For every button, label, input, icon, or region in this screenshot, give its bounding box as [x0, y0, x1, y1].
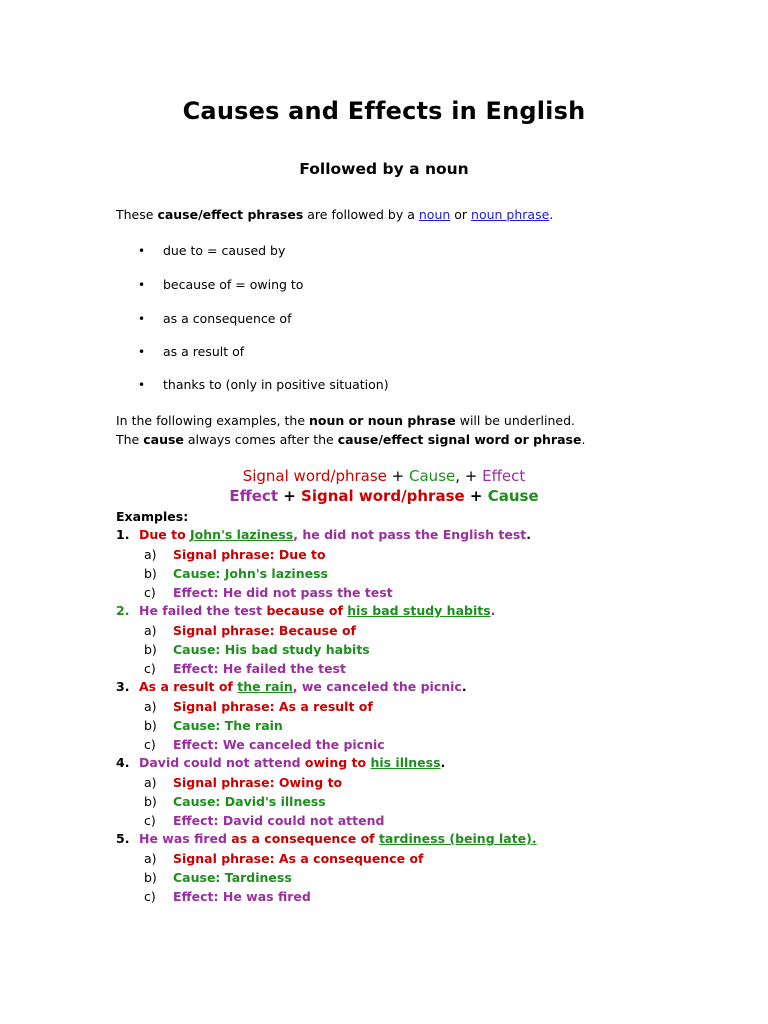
page-title: Causes and Effects in English	[182, 97, 586, 125]
intro-text: These	[116, 207, 158, 222]
note-text: In the following examples, the	[116, 413, 309, 428]
example-punctuation: .	[526, 527, 531, 542]
intro-text: or	[450, 207, 472, 222]
example-detail	[144, 659, 346, 678]
detail-cause: Cause: The rain	[173, 718, 283, 733]
formula-effect-first	[0, 487, 768, 505]
list-item: due to = caused by	[163, 243, 286, 258]
example-detail	[144, 811, 384, 830]
detail-letter: c)	[144, 889, 156, 904]
example-sentence	[116, 677, 467, 696]
detail-letter: c)	[144, 661, 156, 676]
detail-effect: Effect: He failed the test	[173, 661, 346, 676]
example-detail	[144, 792, 326, 811]
example-cause: John's laziness	[190, 527, 294, 542]
note-bold-term: noun or noun phrase	[309, 413, 456, 428]
detail-letter: b)	[144, 870, 157, 885]
bullet-dot: •	[138, 345, 146, 359]
bullet-dot: •	[138, 278, 146, 292]
detail-letter: a)	[144, 851, 157, 866]
section-subtitle: Followed by a noun	[299, 160, 469, 178]
example-detail	[144, 735, 385, 754]
bullet-dot: •	[138, 244, 146, 258]
example-punctuation: .	[440, 755, 446, 770]
examples-heading: Examples:	[116, 509, 189, 524]
example-signal: as a consequence of	[231, 831, 379, 846]
example-detail	[144, 887, 311, 906]
example-detail	[144, 583, 393, 602]
example-number: 5.	[116, 831, 130, 846]
detail-letter: a)	[144, 775, 157, 790]
detail-signal: Signal phrase: As a consequence of	[173, 851, 424, 866]
detail-letter: b)	[144, 718, 157, 733]
example-detail	[144, 564, 328, 583]
formula-operator: +	[464, 487, 488, 505]
intro-bold-term: cause/effect phrases	[157, 207, 304, 222]
example-effect: , we canceled the picnic	[292, 679, 462, 694]
formula-cause: Cause	[487, 487, 539, 505]
bullet-dot: •	[138, 378, 146, 392]
example-cause: his illness	[370, 755, 441, 770]
example-detail	[144, 849, 423, 868]
example-detail	[144, 640, 370, 659]
noun-phrase-link[interactable]: noun phrase	[471, 207, 550, 222]
example-effect: He was fired	[139, 831, 232, 846]
note-cause-order	[116, 430, 585, 449]
detail-effect: Effect: David could not attend	[173, 813, 385, 828]
detail-effect: Effect: We canceled the picnic	[173, 737, 385, 752]
example-number: 1.	[116, 527, 130, 542]
example-sentence	[116, 753, 445, 772]
detail-effect: Effect: He did not pass the test	[173, 585, 393, 600]
detail-letter: c)	[144, 585, 156, 600]
example-sentence	[116, 525, 531, 544]
note-underline	[116, 411, 575, 430]
example-cause: the rain	[237, 679, 293, 694]
bullet-dot: •	[138, 312, 146, 326]
formula-operator: +	[386, 467, 410, 485]
detail-cause: Cause: David's illness	[173, 794, 326, 809]
example-detail	[144, 545, 326, 564]
note-text: will be underlined.	[455, 413, 576, 428]
example-signal: As a result of	[139, 679, 238, 694]
example-cause: tardiness (being late).	[378, 831, 537, 846]
example-sentence	[116, 829, 537, 848]
example-effect: He failed the test	[139, 603, 267, 618]
example-detail	[144, 868, 292, 887]
example-detail	[144, 697, 373, 716]
formula-signal: Signal word/phrase	[242, 467, 387, 485]
intro-text: are followed by a	[303, 207, 419, 222]
example-detail	[144, 621, 356, 640]
detail-letter: a)	[144, 699, 157, 714]
detail-letter: b)	[144, 566, 157, 581]
detail-effect: Effect: He was fired	[173, 889, 311, 904]
formula-cause: Cause	[409, 467, 456, 485]
example-effect: David could not attend	[139, 755, 305, 770]
formula-signal: Signal word/phrase	[301, 487, 465, 505]
example-number: 4.	[116, 755, 130, 770]
example-signal: because of	[266, 603, 348, 618]
formula-signal-first	[0, 467, 768, 485]
detail-letter: a)	[144, 547, 157, 562]
note-text: always comes after the	[183, 432, 338, 447]
example-punctuation: .	[461, 679, 467, 694]
intro-text: .	[549, 207, 554, 222]
noun-link[interactable]: noun	[418, 207, 451, 222]
example-number: 2.	[116, 603, 130, 618]
formula-operator: +	[278, 487, 302, 505]
detail-letter: b)	[144, 642, 157, 657]
list-item: as a consequence of	[163, 311, 292, 326]
detail-letter: c)	[144, 813, 156, 828]
list-item: thanks to (only in positive situation)	[163, 377, 389, 392]
example-cause: his bad study habits	[347, 603, 491, 618]
example-detail	[144, 716, 283, 735]
example-punctuation: .	[490, 603, 496, 618]
detail-letter: b)	[144, 794, 157, 809]
list-item: because of = owing to	[163, 277, 304, 292]
formula-effect: Effect	[482, 467, 526, 485]
example-sentence	[116, 601, 495, 620]
detail-cause: Cause: His bad study habits	[173, 642, 370, 657]
note-text: .	[581, 432, 586, 447]
detail-letter: c)	[144, 737, 156, 752]
formula-operator: , +	[455, 467, 483, 485]
detail-signal: Signal phrase: As a result of	[173, 699, 373, 714]
detail-cause: Cause: Tardiness	[173, 870, 292, 885]
example-effect: , he did not pass the English test	[293, 527, 527, 542]
formula-effect: Effect	[229, 487, 278, 505]
note-bold-term: cause	[143, 432, 184, 447]
detail-signal: Signal phrase: Due to	[173, 547, 326, 562]
example-signal: Due to	[139, 527, 191, 542]
list-item: as a result of	[163, 344, 245, 359]
note-text: The	[116, 432, 144, 447]
detail-letter: a)	[144, 623, 157, 638]
example-detail	[144, 773, 342, 792]
detail-signal: Signal phrase: Owing to	[173, 775, 343, 790]
intro-paragraph	[116, 205, 553, 224]
note-bold-term: cause/effect signal word or phrase	[337, 432, 582, 447]
example-signal: owing to	[304, 755, 371, 770]
detail-signal: Signal phrase: Because of	[173, 623, 356, 638]
example-number: 3.	[116, 679, 130, 694]
detail-cause: Cause: John's laziness	[173, 566, 328, 581]
